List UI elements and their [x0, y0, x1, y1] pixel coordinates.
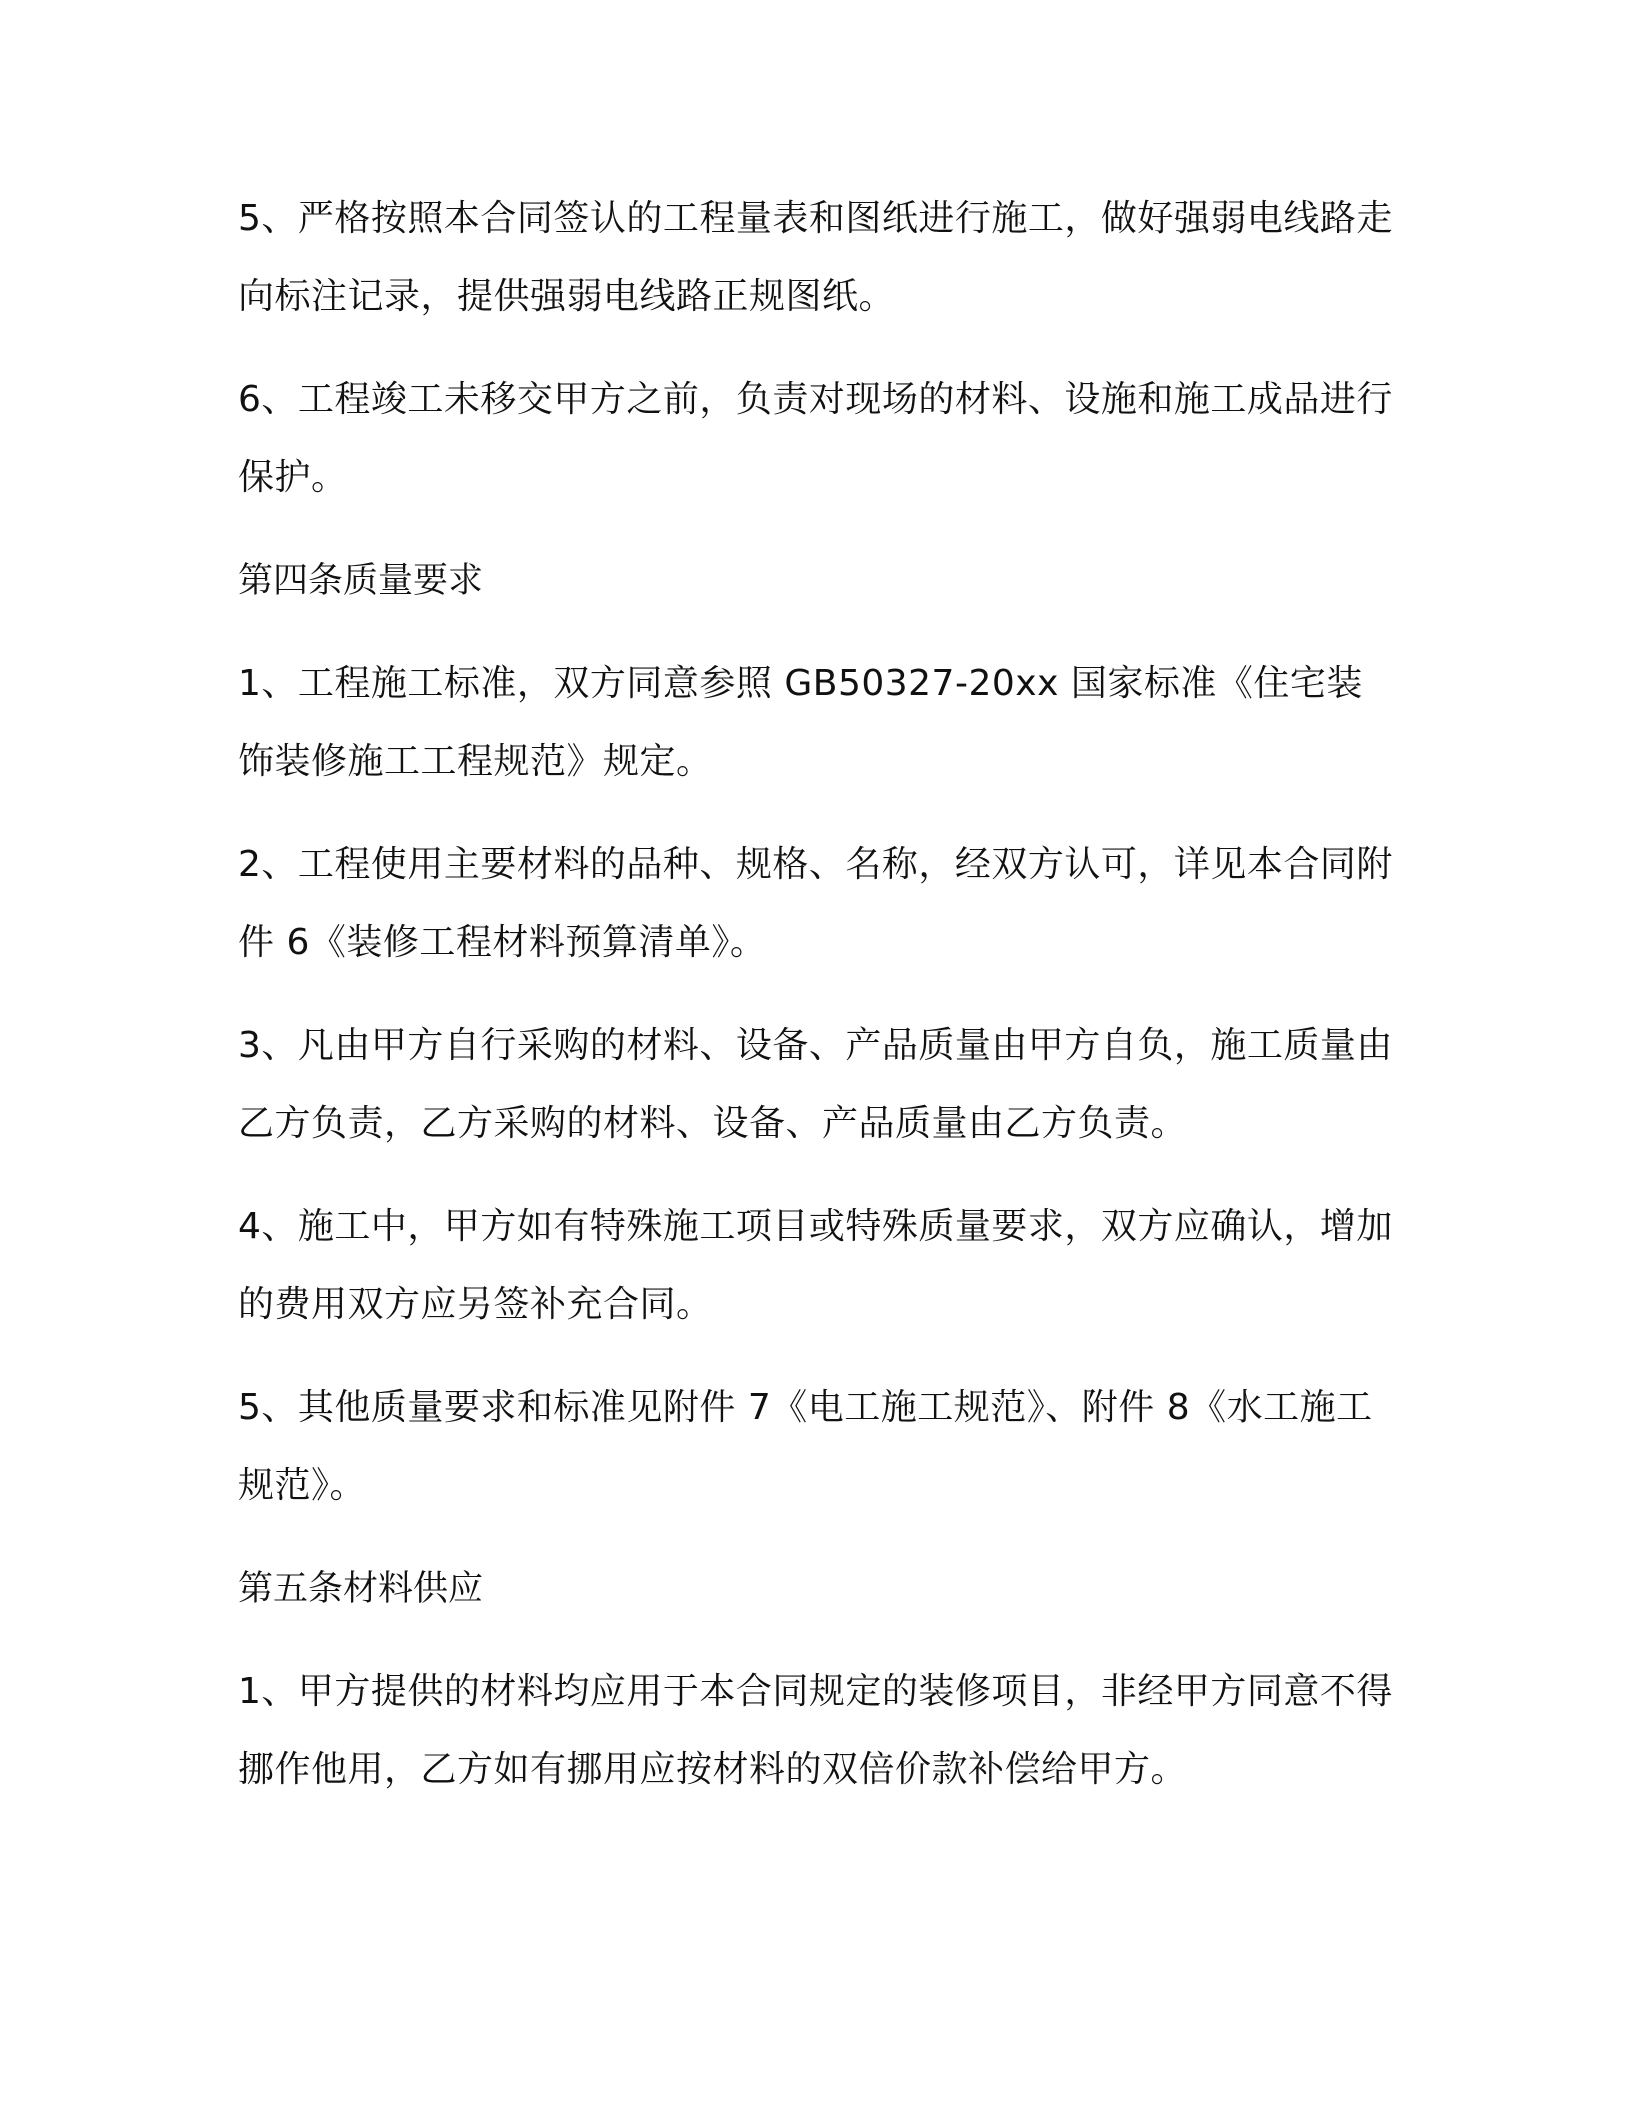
clause-4-item-4: 4、施工中，甲方如有特殊施工项目或特殊质量要求，双方应确认，增加的费用双方应另签补充合同。 [238, 1206, 1393, 1325]
clause-3-item-5: 5、严格按照本合同签认的工程量表和图纸进行施工，做好强弱电线路走向标注记录，提供强弱电线路正规图纸。 [238, 198, 1393, 317]
document-body [238, 180, 1398, 1834]
clause-4-item-3: 3、凡由甲方自行采购的材料、设备、产品质量由甲方自负，施工质量由乙方负责，乙方采购的材料、设备、产品质量由乙方负责。 [238, 1025, 1393, 1144]
clause-4-item-5: 5、其他质量要求和标准见附件 7《电工施工规范》、附件 8《水工施工规范》。 [238, 1387, 1373, 1506]
clause-4-item-2: 2、工程使用主要材料的品种、规格、名称，经双方认可，详见本合同附件 6《装修工程材料预算清单》。 [238, 844, 1393, 963]
clause-4-heading: 第四条质量要求 [238, 561, 484, 601]
clause-4-item-1: 1、工程施工标准，双方同意参照 GB50327-20xx 国家标准《住宅装饰装修施工工程规范》规定。 [238, 663, 1363, 782]
clause-3-item-6: 6、工程竣工未移交甲方之前，负责对现场的材料、设施和施工成品进行保护。 [238, 379, 1393, 498]
clause-5-item-1: 1、甲方提供的材料均应用于本合同规定的装修项目，非经甲方同意不得挪作他用，乙方如有挪用应按材料的双倍价款补偿给甲方。 [238, 1671, 1393, 1790]
clause-5-heading: 第五条材料供应 [238, 1569, 484, 1609]
